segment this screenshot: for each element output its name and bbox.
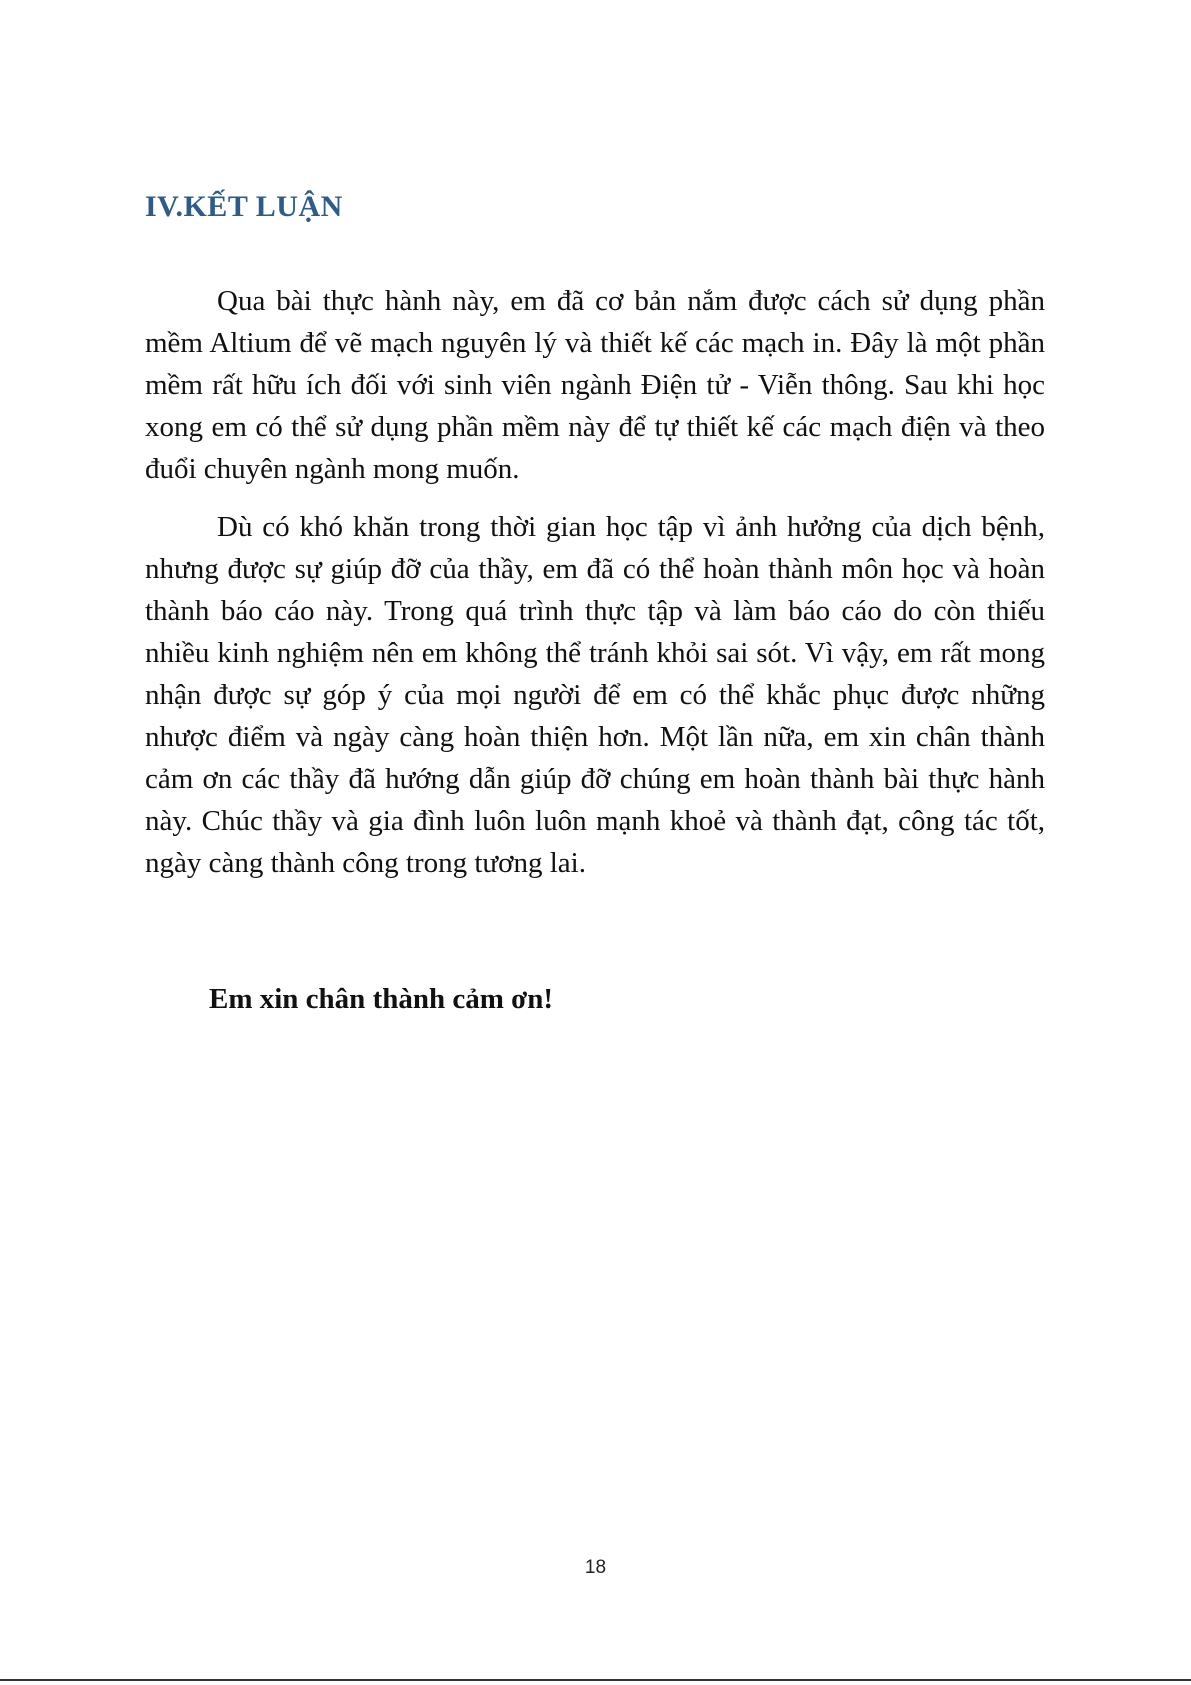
paragraph-1: Qua bài thực hành này, em đã cơ bản nắm được cách sử dụng phần mềm Altium để vẽ mạch nguyên lý và thiết kế các mạch in. Đây là một phần mềm rất hữu ích đối với sinh viên ngành Điện tử - Viễn thông. Sau khi học xong em có thể sử dụng phần mềm này để tự thiết kế các mạch điện và theo đuổi chuyên ngành mong muốn. xyxy=(145,285,1045,485)
page-number: 18 xyxy=(584,1557,607,1578)
body-text xyxy=(145,280,1045,884)
bottom-divider xyxy=(0,1679,1191,1681)
section-heading: IV.KẾT LUẬN xyxy=(145,190,343,223)
closing-line: Em xin chân thành cảm ơn! xyxy=(209,983,553,1015)
paragraph-2: Dù có khó khăn trong thời gian học tập vì ảnh hưởng của dịch bệnh, nhưng được sự giúp đỡ của thầy, em đã có thể hoàn thành môn học và hoàn thành báo cáo này. Trong quá trình thực tập và làm báo cáo do còn thiếu nhiều kinh nghiệm nên em không thể tránh khỏi sai sót. Vì vậy, em rất mong nhận được sự góp ý của mọi người để em có thể khắc phục được những nhược điểm và ngày càng hoàn thiện hơn. Một lần nữa, em xin chân thành cảm ơn các thầy đã hướng dẫn giúp đỡ chúng em hoàn thành bài thực hành này. Chúc thầy và gia đình luôn luôn mạnh khoẻ và thành đạt, công tác tốt, ngày càng thành công trong tương lai. xyxy=(145,511,1045,879)
